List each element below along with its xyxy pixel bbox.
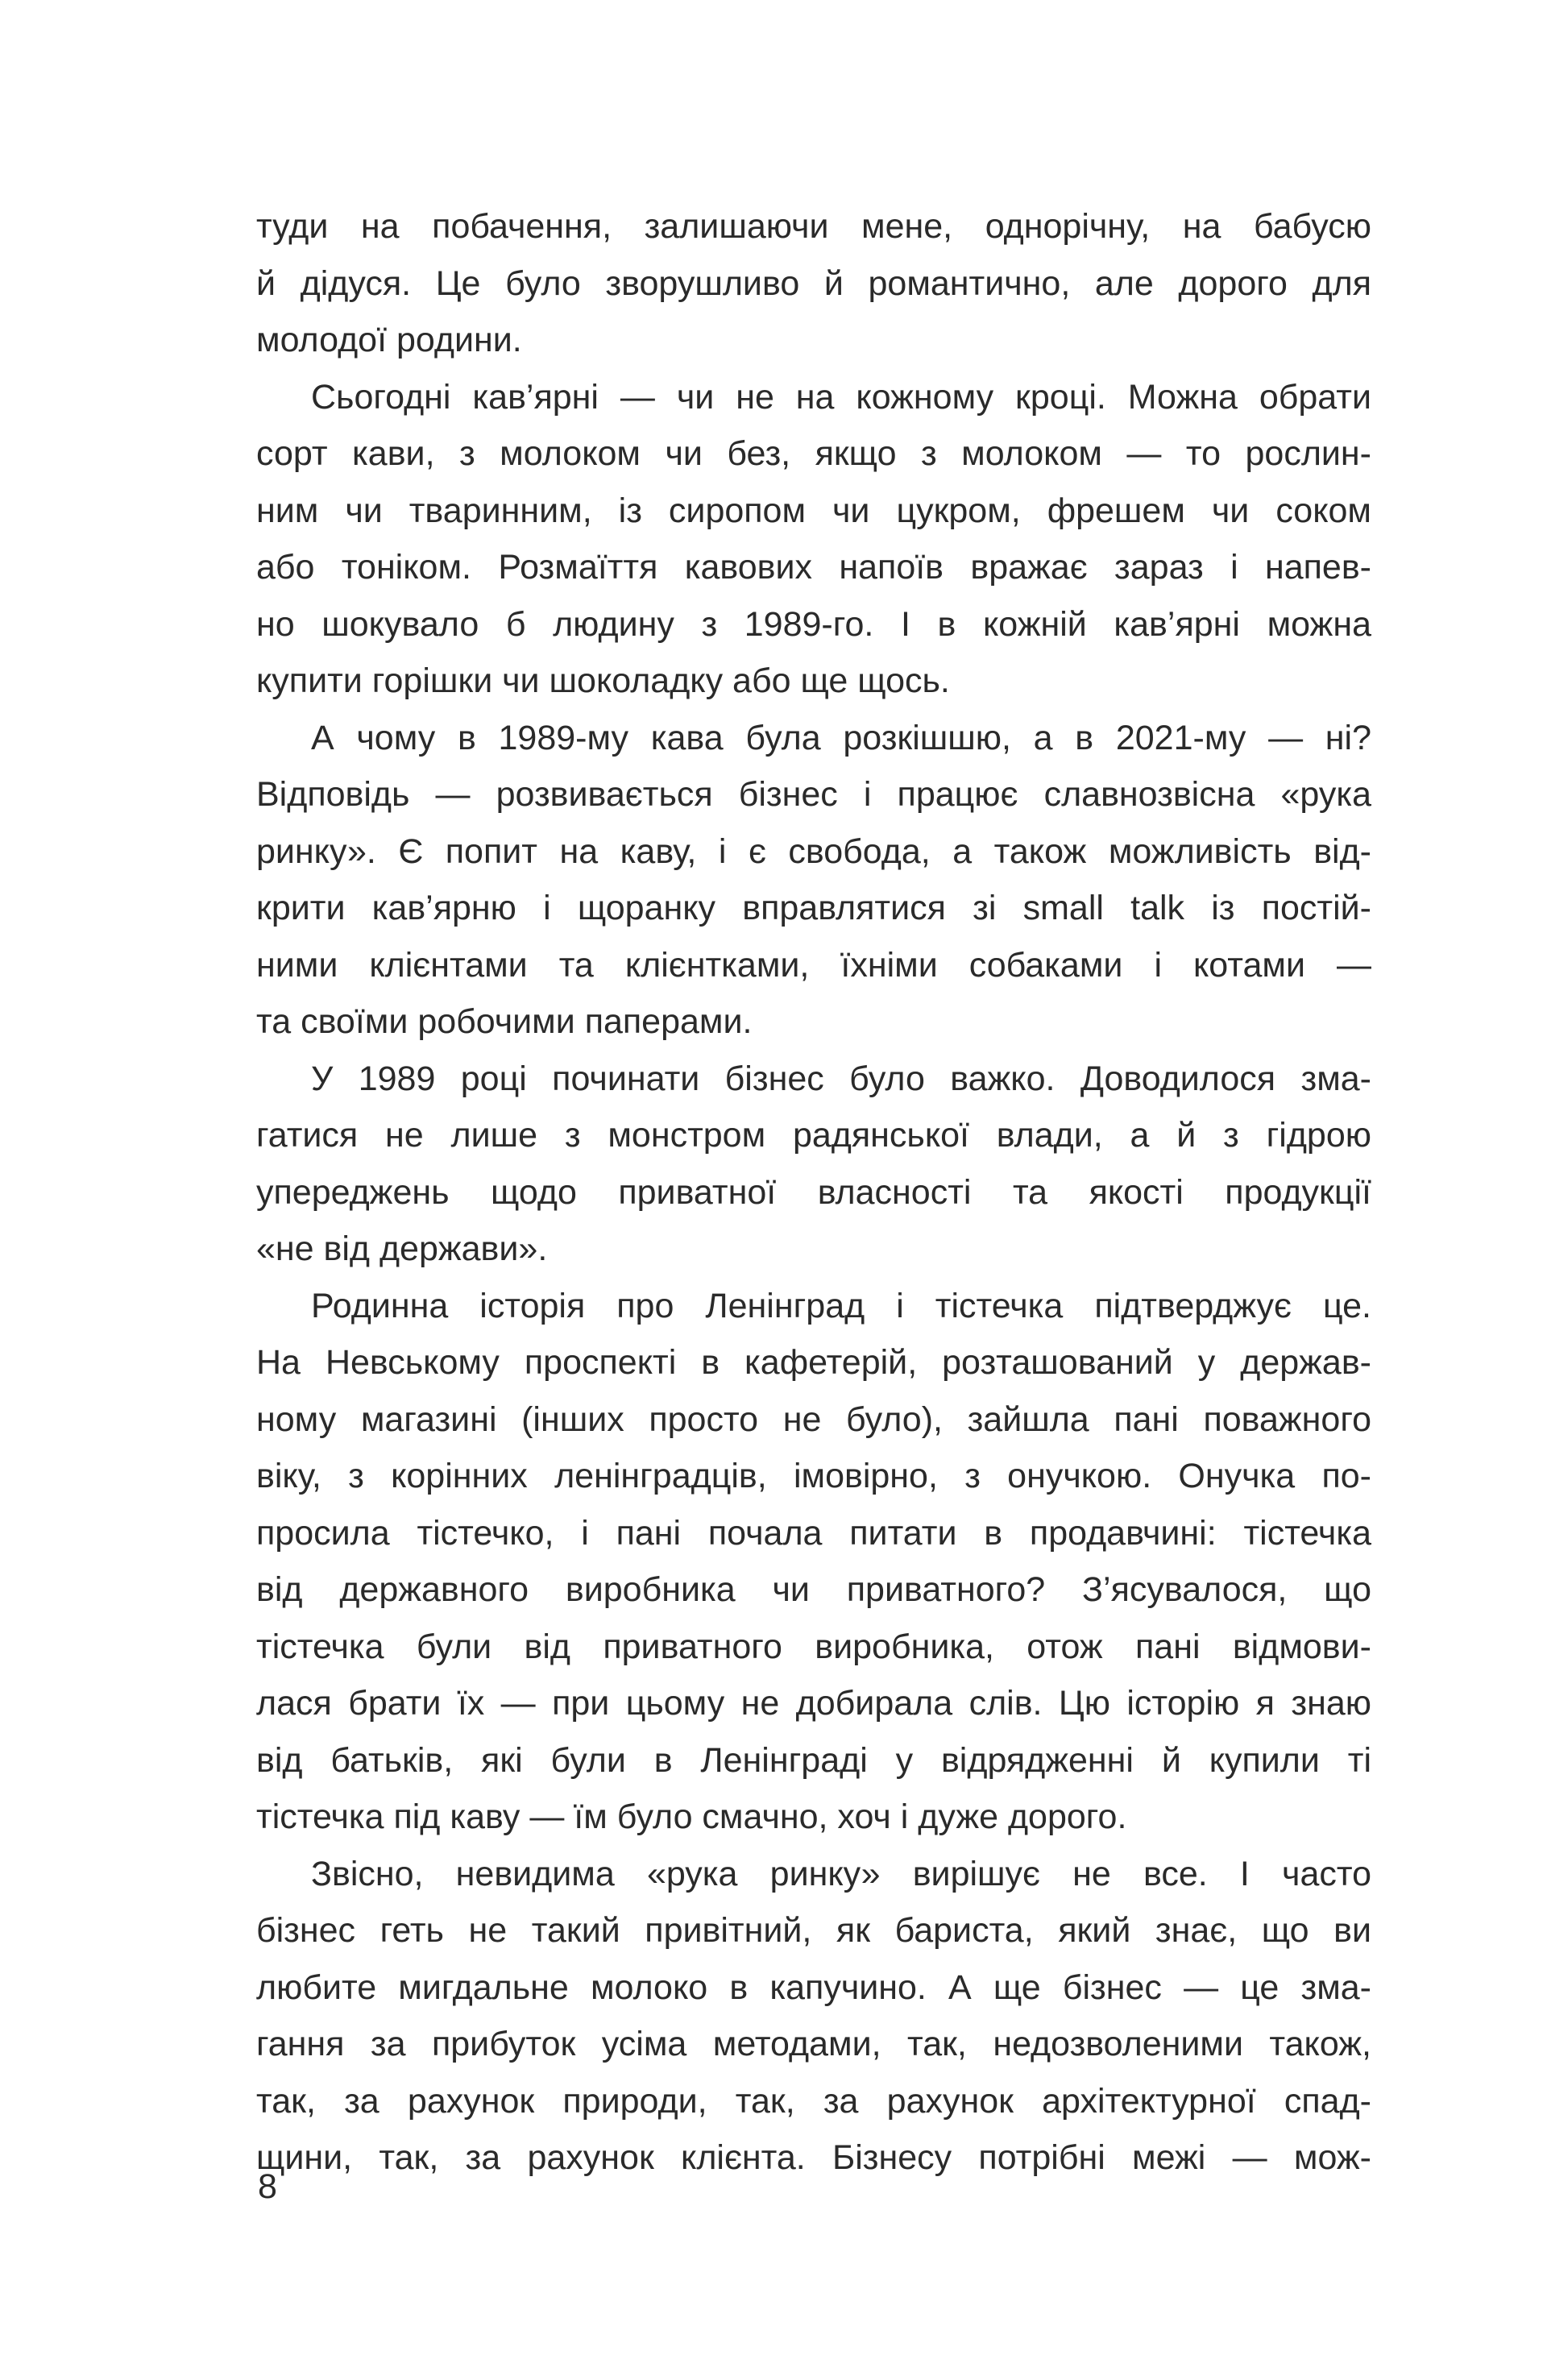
text-line: Сьогодні кав’ярні — чи не на кожному кроці. Можна обрати — [311, 377, 1371, 417]
paragraph — [256, 369, 1371, 710]
text-line: Родинна історія про Ленінград і тістечка підтверджує це. — [311, 1286, 1371, 1325]
text-line: тістечка під каву — їм було смачно, хоч і дуже дорого. — [256, 1797, 1127, 1836]
text-line: та своїми робочими паперами. — [256, 1002, 753, 1041]
text-line: щини, так, за рахунок клієнта. Бізнесу потрібні межі — мож- — [256, 2138, 1371, 2177]
text-line: сорт кави, з молоком чи без, якщо з молоком — то рослин- — [256, 434, 1371, 473]
text-line: ному магазині (інших просто не було), зайшла пані поважного — [256, 1399, 1371, 1439]
text-line: Відповідь — розвивається бізнес і працює славнозвісна «рука — [256, 775, 1371, 814]
body-text — [256, 198, 1371, 2187]
text-line: й дідуся. Це було зворушливо й романтично, але дорого для — [256, 263, 1371, 303]
text-line: «не від держави». — [256, 1229, 548, 1268]
text-line: від державного виробника чи приватного? З’ясувалося, що — [256, 1570, 1371, 1609]
text-line: ринку». Є попит на каву, і є свобода, а також можливість від- — [256, 831, 1371, 871]
paragraph — [256, 710, 1371, 1051]
text-line: А чому в 1989-му кава була розкішшю, а в 2021-му — ні? — [311, 718, 1371, 757]
text-line: від батьків, які були в Ленінграді у відрядженні й купили ті — [256, 1740, 1371, 1780]
text-line: або тоніком. Розмаїття кавових напоїв вражає зараз і напев- — [256, 548, 1371, 587]
text-line: ним чи тваринним, із сиропом чи цукром, фрешем чи соком — [256, 491, 1371, 530]
text-line: У 1989 році починати бізнес було важко. Доводилося зма- — [311, 1059, 1371, 1098]
text-line: крити кав’ярню і щоранку вправлятися зі small talk із постій- — [256, 889, 1371, 927]
paragraph — [256, 1051, 1371, 1278]
text-line: ними клієнтами та клієнтками, їхніми собаками і котами — — [256, 945, 1371, 985]
text-line: туди на побачення, залишаючи мене, однорічну, на бабусю — [256, 207, 1371, 246]
text-line: упереджень щодо приватної власності та якості продукції — [256, 1172, 1371, 1212]
text-line: На Невському проспекті в кафетерій, розташований у держав- — [256, 1343, 1371, 1382]
text-line: віку, з корінних ленінградців, імовірно, з онучкою. Онучка по- — [256, 1457, 1371, 1495]
text-line: Звісно, невидима «рука ринку» вирішує не все. І часто — [311, 1854, 1371, 1893]
text-line: так, за рахунок природи, так, за рахунок архітектурної спад- — [256, 2081, 1371, 2121]
text-line: лася брати їх — при цьому не добирала слів. Цю історію я знаю — [256, 1684, 1371, 1723]
text-line: просила тістечко, і пані почала питати в продавчині: тістечка — [256, 1513, 1371, 1553]
text-line: любите мигдальне молоко в капучино. А ще бізнес — це зма- — [256, 1967, 1371, 2007]
paragraph — [256, 1846, 1371, 2187]
page-number: 8 — [258, 2167, 277, 2206]
text-line: бізнес геть не такий привітний, як бариста, який знає, що ви — [256, 1911, 1371, 1950]
paragraph — [256, 1278, 1371, 1846]
text-line: гання за прибуток усіма методами, так, недозволеними також, — [256, 2025, 1371, 2063]
text-line: молодої родини. — [256, 321, 522, 359]
paragraph — [256, 198, 1371, 369]
text-line: гатися не лише з монстром радянської влади, а й з гідрою — [256, 1116, 1371, 1155]
text-line: тістечка були від приватного виробника, отож пані відмови- — [256, 1627, 1371, 1666]
text-line: но шокувало б людину з 1989-го. І в кожній кав’ярні можна — [256, 604, 1371, 644]
text-line: купити горішки чи шоколадку або ще щось. — [256, 661, 950, 700]
